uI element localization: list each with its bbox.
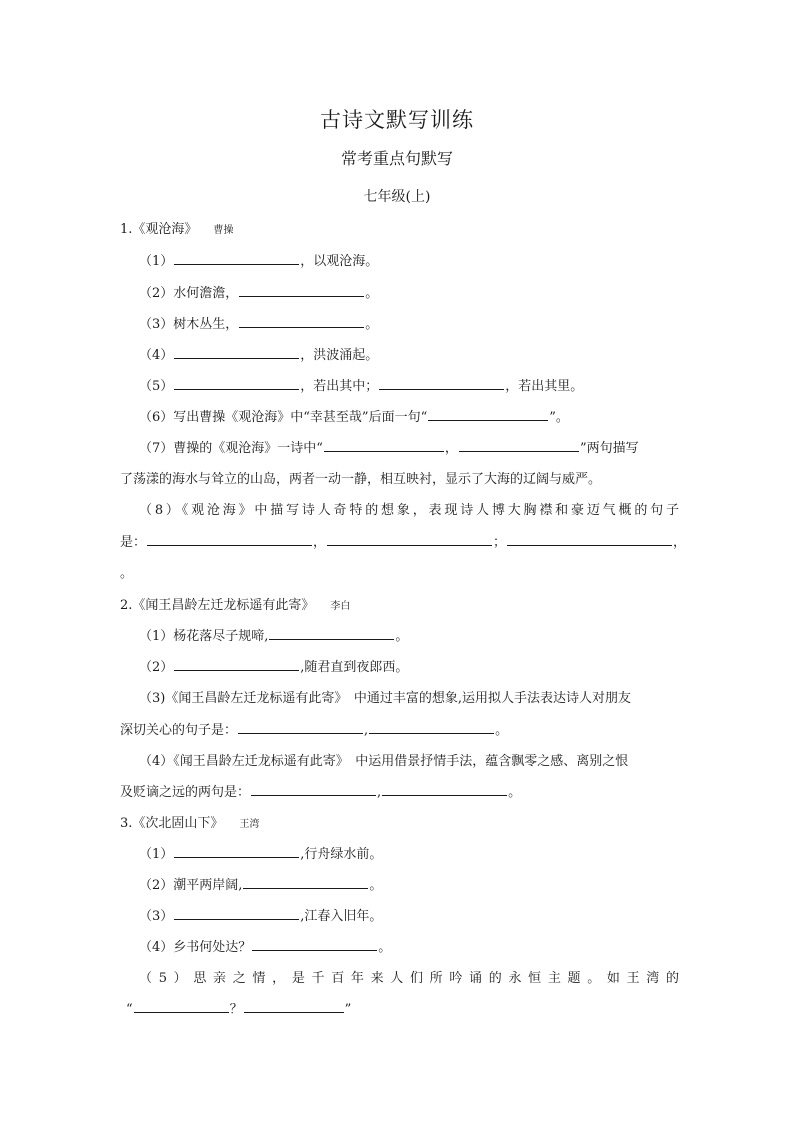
question-1-3: [139, 313, 679, 332]
answer-blank[interactable]: [382, 783, 507, 796]
question-text: （2）水何澹澹，: [139, 286, 239, 301]
question-number: （2）: [139, 660, 174, 675]
answer-blank[interactable]: [174, 845, 299, 858]
question-1-2: [139, 282, 679, 301]
question-2-1: [139, 625, 679, 644]
question-text: 深切关心的句子是：: [120, 723, 238, 738]
answer-blank[interactable]: [379, 377, 504, 390]
section-2-heading: [120, 594, 680, 613]
answer-blank[interactable]: [269, 627, 394, 640]
question-1-7-continued: 了荡漾的海水与耸立的山岛，两者一动一静，相互映衬，显示了大海的辽阔与威严。: [120, 472, 602, 487]
question-text: ,行舟绿水前。: [300, 847, 383, 862]
answer-blank[interactable]: [239, 284, 364, 297]
question-2-4: （4）《闻王昌龄左迁龙标遥有此寄》 中运用借景抒情手法，蕴含飘零之感、离别之恨: [139, 754, 629, 769]
question-1-8: （8）《观沧海》中描写诗人奇特的想象，表现诗人博大胸襟和豪迈气概的句子: [139, 503, 679, 518]
question-text: （2）潮平两岸阔,: [139, 878, 243, 893]
page-subtitle: 常考重点句默写: [340, 149, 453, 168]
question-number: （3）: [139, 909, 174, 924]
answer-blank[interactable]: [147, 533, 312, 546]
question-text: ,江春入旧年。: [300, 909, 383, 924]
question-2-3-answers: [120, 719, 680, 738]
question-text: 。: [508, 785, 522, 800]
question-3-1: [139, 843, 679, 862]
section-author: 李白: [330, 601, 351, 612]
question-text: 。: [365, 286, 379, 301]
question-text: ,随君直到夜郎西。: [300, 660, 409, 675]
section-title: 3.《次北固山下》: [120, 816, 224, 831]
question-text: ；: [493, 535, 507, 550]
question-text: ，洪波涌起。: [300, 348, 379, 363]
question-text: 。: [365, 317, 379, 332]
question-1-7: [139, 437, 679, 456]
answer-blank[interactable]: [459, 439, 579, 452]
section-author: 王湾: [239, 819, 260, 830]
question-text: （7）曹操的《观沧海》一诗中“: [139, 441, 323, 456]
question-number: （4）: [139, 348, 174, 363]
answer-blank[interactable]: [174, 346, 299, 359]
question-text: 。: [378, 940, 392, 955]
question-text: 及贬谪之远的两句是：: [120, 785, 251, 800]
answer-blank[interactable]: [251, 783, 376, 796]
question-2-3: （3)《闻王昌龄左迁龙标遥有此寄》 中通过丰富的想象,运用拟人手法表达诗人对朋友: [139, 691, 631, 706]
answer-blank[interactable]: [243, 876, 368, 889]
question-text: 是：: [120, 535, 147, 550]
question-3-3: [139, 905, 679, 924]
page-title: 古诗文默写训练: [320, 108, 474, 132]
question-1-5: [139, 375, 679, 394]
answer-blank[interactable]: [174, 658, 299, 671]
question-text: ”两句描写: [579, 441, 639, 456]
answer-blank[interactable]: [134, 1000, 229, 1013]
answer-blank[interactable]: [174, 252, 299, 265]
question-text: ，若出其中；: [300, 379, 379, 394]
question-text: 。: [369, 878, 383, 893]
question-1-8-end: 。: [120, 566, 134, 581]
question-text: （6）写出曹操《观沧海》中“幸甚至哉”后面一句“: [139, 410, 428, 425]
question-text: ”: [344, 1002, 352, 1017]
question-text: ,: [364, 723, 369, 738]
question-1-1: [139, 250, 679, 269]
answer-blank[interactable]: [327, 533, 492, 546]
question-3-2: [139, 874, 679, 893]
grade-label: 七年级(上): [363, 189, 431, 205]
question-number: （1）: [139, 254, 174, 269]
section-title: 2.《闻王昌龄左迁龙标遥有此寄》: [120, 598, 315, 613]
question-3-5-answers: [126, 998, 686, 1017]
question-number: （5）: [139, 379, 174, 394]
question-text: ，: [673, 535, 687, 550]
question-text: “: [126, 1002, 133, 1017]
section-1-heading: [120, 218, 680, 237]
question-3-5: （5）思亲之情，是千百年来人们所吟诵的永恒主题。如王湾的: [139, 971, 679, 986]
question-number: （1）: [139, 847, 174, 862]
answer-blank[interactable]: [174, 907, 299, 920]
question-text: ”。: [549, 410, 569, 425]
answer-blank[interactable]: [244, 1000, 344, 1013]
question-1-6: [139, 406, 679, 425]
answer-blank[interactable]: [507, 533, 672, 546]
question-text: 。: [395, 629, 409, 644]
question-text: （1）杨花落尽子规啼,: [139, 629, 269, 644]
answer-blank[interactable]: [428, 408, 548, 421]
question-text: ,: [377, 785, 382, 800]
question-text: ，若出其里。: [505, 379, 584, 394]
answer-blank[interactable]: [369, 721, 494, 734]
question-3-4: [139, 936, 679, 955]
question-text: ？: [229, 1002, 243, 1017]
answer-blank[interactable]: [238, 721, 363, 734]
question-text: ，以观沧海。: [300, 254, 379, 269]
question-text: ，: [444, 441, 458, 456]
question-1-8-answers: [120, 531, 687, 550]
question-text: （3）树木丛生，: [139, 317, 239, 332]
question-2-2: [139, 656, 679, 675]
section-author: 曹操: [213, 225, 234, 236]
section-3-heading: [120, 812, 680, 831]
question-2-4-answers: [120, 781, 680, 800]
question-1-4: [139, 344, 679, 363]
question-text: 。: [495, 723, 509, 738]
question-text: ，: [313, 535, 327, 550]
answer-blank[interactable]: [324, 439, 444, 452]
section-title: 1.《观沧海》: [120, 222, 198, 237]
answer-blank[interactable]: [174, 377, 299, 390]
answer-blank[interactable]: [239, 315, 364, 328]
answer-blank[interactable]: [252, 938, 377, 951]
question-text: （4）乡书何处达？: [139, 940, 252, 955]
